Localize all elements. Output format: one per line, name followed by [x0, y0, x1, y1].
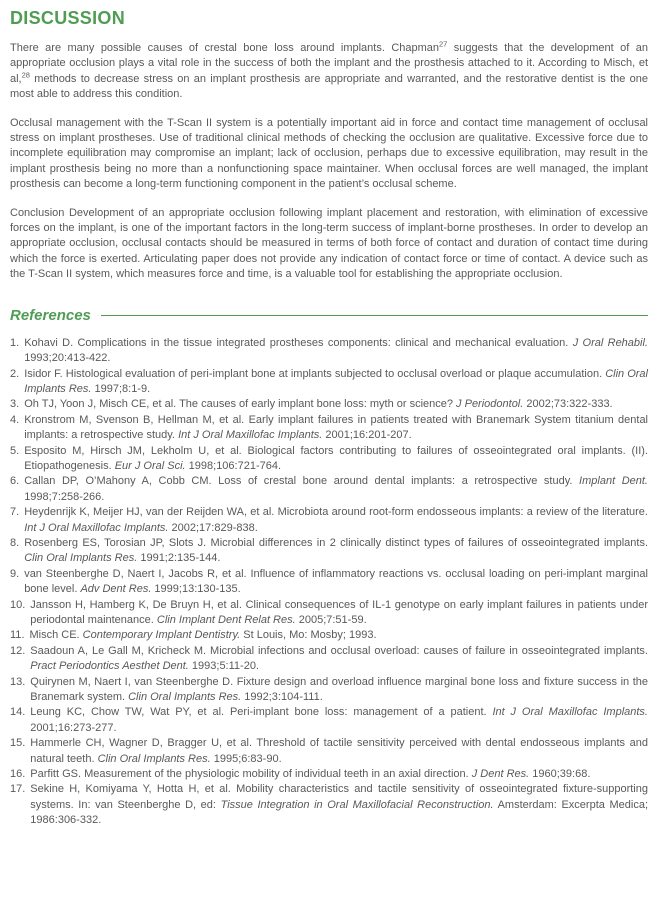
text-run: suggests that the development of an appropriate occlusion plays a vital role in the success of both the implant and the prosthesis attached to it. According to Misch, et al, [10, 42, 648, 85]
text-run: Quirynen M, Naert I, van Steenberghe D. Fixture design and overload influence marginal bone loss and fixture success in the Branemark system. [30, 675, 648, 704]
text-run: Leung KC, Chow TW, Wat PY, et al. Peri-implant bone loss: management of a patient. [30, 706, 493, 719]
reference-number: 9. [10, 567, 20, 580]
text-run: 1998;106:721-764. [185, 459, 282, 472]
text-run: 1995;6:83-90. [210, 752, 282, 765]
reference-text [24, 567, 648, 598]
text-run: Heydenrijk K, Meijer HJ, van der Reijden WA, et al. Microbiota around root-form endosseous implants: a review of the literature. [24, 506, 648, 519]
italic-text: Implant Dent. [579, 475, 648, 488]
reference-number: 5. [10, 444, 20, 457]
reference-text [24, 397, 648, 412]
reference-text [29, 628, 648, 643]
reference-number: 2. [10, 367, 20, 380]
text-run: methods to decrease stress on an implant prosthesis are appropriate and warranted, and the restorative dentist is the one most able to address this condition. [10, 72, 648, 101]
reference-number: 10. [10, 598, 26, 611]
text-run: Amsterdam: Excerpta Medica; 1986:306-332. [30, 798, 649, 827]
text-run: van Steenberghe D, Naert I, Jacobs R, et al. Influence of inflammatory reactions vs. occlusal loading on peri-implant marginal bone level. [24, 567, 648, 596]
reference-number: 17. [10, 783, 26, 796]
reference-text [24, 505, 648, 536]
italic-text: Int J Oral Maxillofac Implants. [24, 521, 169, 534]
text-run: 1960;39:68. [529, 768, 591, 781]
reference-text [24, 444, 648, 475]
reference-item [10, 628, 648, 643]
text-run: 1991;2:135-144. [137, 552, 221, 565]
reference-number: 14. [10, 706, 26, 719]
reference-text [30, 644, 648, 675]
reference-item [10, 767, 648, 782]
reference-number: 3. [10, 398, 20, 411]
italic-text: J Periodontol. [456, 398, 524, 411]
reference-text [24, 336, 648, 367]
text-run: 1997;8:1-9. [91, 382, 151, 395]
reference-number: 15. [10, 737, 26, 750]
text-run: 1992;3:104-111. [241, 691, 323, 704]
text-run: 2002;17:829-838. [168, 521, 258, 534]
citation-superscript: 28 [21, 70, 30, 80]
reference-text [30, 705, 648, 736]
reference-item [10, 736, 648, 767]
text-run: 1999;13:130-135. [151, 583, 241, 596]
reference-number: 13. [10, 675, 26, 688]
reference-item [10, 413, 648, 444]
citation-superscript: 27 [439, 39, 448, 49]
reference-number: 11. [10, 629, 25, 642]
italic-text: Contemporary Implant Dentistry. [82, 629, 241, 642]
reference-item [10, 444, 648, 475]
text-run: St Louis, Mo: Mosby; 1993. [240, 629, 377, 642]
body-paragraph [10, 41, 648, 103]
references-list [10, 336, 648, 829]
text-run: 1993;5:11-20. [188, 660, 259, 673]
text-run: Occlusal management with the T-Scan II system is a potentially important aid in force and contact time management of occlusal stress on implant prostheses. Use of traditional clinical methods of checking the occlusion are qualitative. Excessive force due to incomplete equilibration may compromise an implant; lack of occlusion, perhaps due to excessive equilibration, may result in the implant prosthesis being no more than a nonfunctioning space maintainer. When occlusal forces are well managed, the implant prosthesis can become a long-term functioning component in the patient’s occlusal scheme. [10, 116, 648, 191]
text-run: Esposito M, Hirsch JM, Lekholm U, et al. Biological factors contributing to failures of osseointegrated oral implants. (II). Etiopathogenesis. [24, 444, 648, 472]
body-paragraph [10, 206, 648, 283]
references-heading-row [10, 307, 648, 325]
reference-number: 1. [10, 336, 20, 349]
text-run: Conclusion Development of an appropriate occlusion following implant placement and restoration, with elimination of excessive forces on the implant, is one of the important factors in the long-term success of implant-borne prostheses. In order to develop an appropriate occlusion, occlusal contacts should be measured in terms of both force of contact and duration of contact time during which the force is exerted. Articulating paper does not provide any indication of contact force or time of contact. A device such as the T-Scan II system, which measures force and time, is a valuable tool for establishing the appropriate occlusion. [10, 206, 648, 281]
reference-item [10, 675, 648, 706]
text-run: Saadoun A, Le Gall M, Kricheck M. Microbial infections and occlusal overload: causes of failure in osseointegrated implants. [30, 644, 648, 657]
reference-item [10, 567, 648, 598]
text-run: 2005;7:51-59. [295, 614, 367, 626]
reference-text [30, 598, 648, 629]
italic-text: Eur J Oral Sci. [114, 459, 186, 472]
italic-text: Tissue Integration in Oral Maxillofacial Reconstruction. [220, 798, 494, 811]
reference-item [10, 705, 648, 736]
reference-item [10, 336, 648, 367]
reference-number: 7. [10, 506, 20, 519]
discussion-section-heading: DISCUSSION [10, 8, 126, 28]
italic-text: Clin Oral Implants Res. [128, 691, 242, 704]
reference-number: 8. [10, 536, 20, 549]
italic-text: Clin Implant Dent Relat Res. [156, 614, 296, 626]
italic-text: J Dent Res. [471, 768, 530, 781]
text-run: Misch CE. [29, 629, 83, 642]
text-run: Kohavi D. Complications in the tissue integrated prostheses components: clinical and mechanical evaluation. [24, 336, 573, 349]
text-run: 1993;20:413-422. [24, 352, 111, 365]
reference-item [10, 598, 648, 629]
text-run: Rosenberg ES, Torosian JP, Slots J. Microbial differences in 2 clinically distinct types of failures of osseointegrated implants. [24, 536, 648, 549]
references-heading-rule [101, 315, 648, 316]
reference-text [24, 536, 648, 567]
reference-text [30, 675, 648, 706]
text-run: 2002;73:322-333. [523, 398, 613, 411]
text-run: Parfitt GS. Measurement of the physiologic mobility of individual teeth in an axial direction. [30, 768, 472, 781]
text-run: There are many possible causes of crestal bone loss around implants. Chapman [10, 42, 440, 54]
reference-text [30, 736, 648, 767]
italic-text: Int J Oral Maxillofac Implants. [492, 706, 648, 719]
italic-text: Pract Periodontics Aesthet Dent. [30, 660, 189, 673]
italic-text: J Oral Rehabil. [572, 336, 648, 349]
italic-text: Clin Oral Implants Res. [97, 752, 211, 765]
reference-text [24, 474, 648, 505]
text-run: Sekine H, Komiyama Y, Hotta H, et al. Mobility characteristics and tactile sensitivity of osseointegrated fixture-supporting systems. In: van Steenberghe D, ed: [30, 783, 648, 811]
reference-item [10, 536, 648, 567]
reference-number: 4. [10, 413, 20, 426]
reference-text [24, 413, 648, 444]
reference-text [30, 767, 648, 782]
text-run: Callan DP, O’Mahony A, Cobb CM. Loss of crestal bone around dental implants: a retrospective study. [24, 475, 580, 488]
text-run: Oh TJ, Yoon J, Misch CE, et al. The causes of early implant bone loss: myth or science? [24, 398, 457, 411]
reference-item [10, 474, 648, 505]
reference-number: 12. [10, 644, 26, 657]
italic-text: Clin Oral Implants Res. [24, 367, 648, 395]
reference-item [10, 644, 648, 675]
text-run: Hammerle CH, Wagner D, Bragger U, et al. Threshold of tactile sensitivity perceived with dental endosseous implants and natural teeth. [30, 737, 648, 765]
reference-text [24, 367, 648, 398]
text-run: Kronstrom M, Svenson B, Hellman M, et al. Early implant failures in patients treated with Branemark System titanium dental implants: a retrospective study. [24, 413, 648, 442]
italic-text: Int J Oral Maxillofac Implants. [178, 429, 323, 442]
references-section-heading: References [10, 306, 91, 324]
reference-number: 16. [10, 768, 26, 781]
reference-item [10, 397, 648, 412]
italic-text: Clin Oral Implants Res. [24, 552, 138, 565]
text-run: Isidor F. Histological evaluation of peri-implant bone at implants subjected to occlusal overload or plaque accumulation. [24, 367, 606, 380]
reference-item [10, 367, 648, 398]
body-paragraph [10, 116, 648, 193]
text-run: 2001;16:201-207. [322, 429, 412, 442]
reference-number: 6. [10, 475, 20, 488]
text-run: 2001;16:273-277. [30, 721, 117, 734]
italic-text: Adv Dent Res. [80, 583, 152, 596]
reference-item [10, 782, 648, 828]
text-run: Jansson H, Hamberg K, De Bruyn H, et al. Clinical consequences of IL-1 genotype on early implant failures in patients under periodontal maintenance. [30, 598, 648, 626]
reference-text [30, 782, 648, 828]
text-run: 1998;7:258-266. [24, 490, 105, 503]
reference-item [10, 505, 648, 536]
discussion-paragraphs [10, 41, 648, 283]
